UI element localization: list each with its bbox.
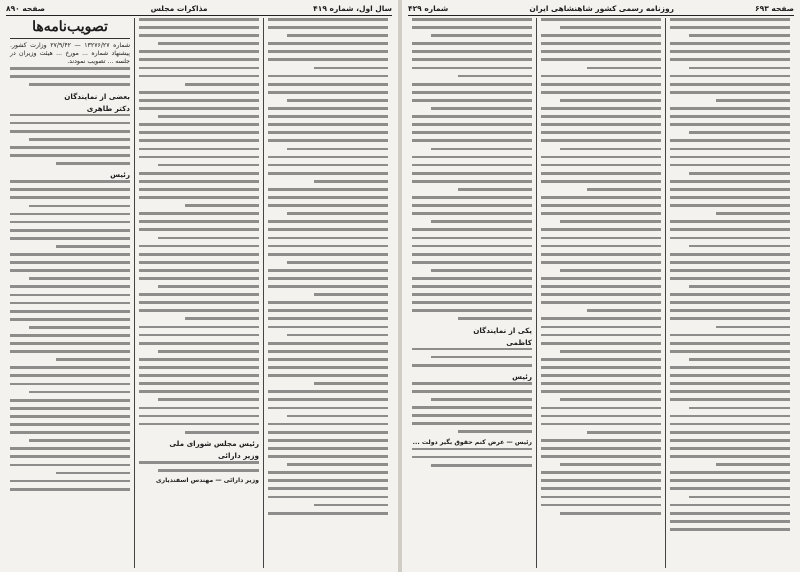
left-page-columns — [6, 18, 392, 568]
left-deputy: وزیر دارائی — [217, 450, 259, 460]
left-page-title: تصویب‌نامه‌ها — [10, 18, 130, 39]
right-page-masthead: روزنامه رسمی کشور شاهنشاهی ایران — [529, 4, 674, 13]
left-closing: وزیر دارائی — مهندس اسفندیاری — [155, 477, 259, 485]
right-page-header — [408, 2, 794, 16]
left-minister-name: دکتر طاهری — [86, 103, 130, 113]
left-speaker: رئیس — [110, 170, 130, 180]
right-col-2 — [536, 18, 665, 568]
right-page-number: صفحه ۶۹۳ — [755, 4, 794, 13]
right-page-issue: شماره ۴۲۹ — [408, 4, 449, 13]
right-col-3 — [408, 18, 536, 568]
right-page — [402, 0, 800, 572]
left-approval-text: شماره ۱۳۲۷۶/۲۷ — ۲۷/۹/۴۲ وزارت کشور. پیشنهاد شماره ... مورخ ... هیئت وزیران در جلسه ... تصویب نمودند. — [10, 42, 130, 66]
left-chairman: رئیس مجلس شورای ملی — [169, 438, 259, 448]
left-page-issue: سال اول، شماره ۴۱۹ — [313, 4, 392, 13]
left-page-masthead: مذاکرات مجلس — [150, 4, 208, 13]
left-page-header — [6, 2, 392, 16]
right-chairman: رئیس — [512, 371, 532, 381]
left-page-number: صفحه ۸۹۰ — [6, 4, 45, 13]
right-page-columns — [408, 18, 794, 568]
right-col-1 — [665, 18, 794, 568]
right-speaker: کاظمی — [506, 337, 532, 347]
left-col-3 — [6, 18, 134, 568]
right-section-heading: یکی از نمایندگان — [473, 325, 532, 335]
page-gutter — [398, 0, 402, 572]
left-col-2 — [134, 18, 263, 568]
right-footer-line: رئیس — عرض کنم حقوق بگیر دولت ... — [412, 438, 532, 446]
left-col-1 — [263, 18, 392, 568]
left-minister-heading: بعضی از نمایندگان — [64, 91, 130, 101]
left-page — [0, 0, 398, 572]
